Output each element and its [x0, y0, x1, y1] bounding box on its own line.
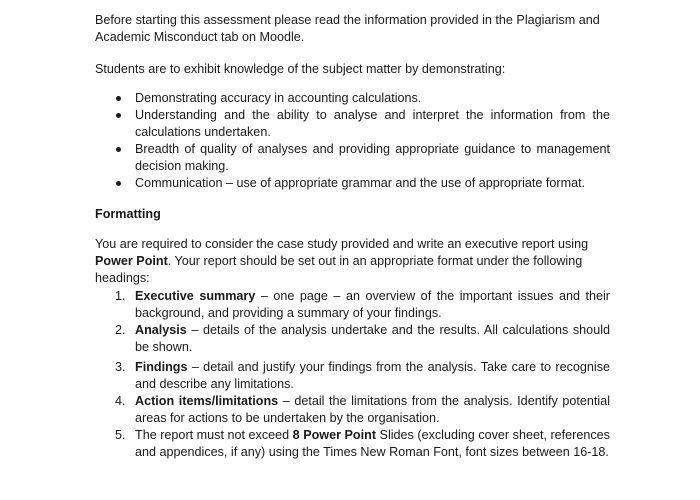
students-lead-paragraph: Students are to exhibit knowledge of the subject matter by demonstrating:: [95, 62, 506, 76]
criteria-list: [95, 90, 610, 192]
criteria-item: Breadth of quality of analyses and providing appropriate guidance to management decision making.: [95, 141, 610, 175]
item-number: 5.: [115, 428, 126, 442]
item-title: 8 Power Point: [292, 428, 377, 442]
heading-item-analysis: [95, 322, 610, 356]
item-number: 2.: [115, 323, 126, 337]
item-number: 3.: [115, 360, 126, 374]
item-title: Analysis: [135, 323, 187, 337]
intro-paragraph: Before starting this assessment please read the information provided in the Plagiarism and Academic Misconduct tab on Moodle.: [95, 13, 600, 44]
item-number: 4.: [115, 394, 126, 408]
criteria-item: Understanding and the ability to analyse and interpret the information from the calculations undertaken.: [95, 107, 610, 141]
heading-item-findings: [95, 359, 610, 393]
heading-item-slide-limit: [95, 427, 610, 461]
heading-item-action-items: [95, 393, 610, 427]
criteria-item: Demonstrating accuracy in accounting calculations.: [95, 90, 610, 107]
formatting-heading: Formatting: [95, 207, 161, 221]
item-text-before: The report must not exceed: [135, 428, 293, 442]
item-text: – one page – an overview of the important issues and their background, and providing a summary of your findings.: [135, 289, 610, 320]
item-text: Slides (excluding cover sheet, references and appendices, if any) using the Times New Roman Font, font sizes between 16-18.: [135, 428, 610, 459]
document-page: [95, 12, 610, 461]
item-text: – detail the limitations from the analysis. Identify potential areas for actions to be undertaken by the organisation.: [135, 394, 610, 425]
item-text: – detail and justify your findings from the analysis. Take care to recognise and describe any limitations.: [135, 360, 610, 391]
required-paragraph: [95, 236, 610, 287]
criteria-item: Communication – use of appropriate grammar and the use of appropriate format.: [95, 175, 610, 192]
item-text: – details of the analysis undertake and the results. All calculations should be shown.: [135, 323, 610, 354]
item-title: Executive summary: [135, 289, 256, 303]
item-number: 1.: [115, 289, 126, 303]
required-text-before: You are required to consider the case study provided and write an executive report using: [95, 237, 589, 251]
required-text-bold: Power Point: [95, 254, 168, 268]
heading-item-executive-summary: [95, 288, 610, 322]
required-text-after: . Your report should be set out in an appropriate format under the following headings:: [95, 254, 583, 285]
item-title: Action items/limitations: [135, 394, 279, 408]
headings-list: [95, 288, 610, 461]
item-title: Findings: [135, 360, 188, 374]
